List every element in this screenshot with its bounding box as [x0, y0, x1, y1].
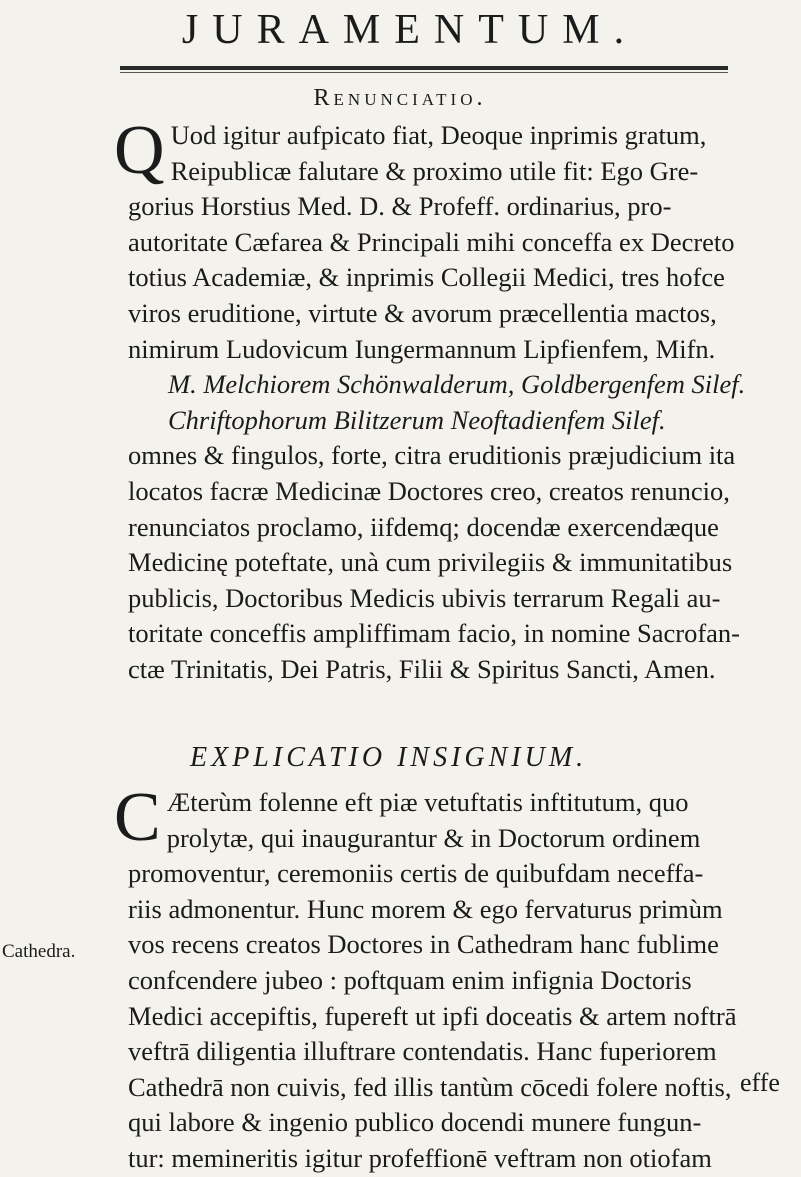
text-line-names: Chriftophorum Bilitzerum Neoftadienfem Silef. — [168, 404, 666, 435]
paragraph-renunciatio — [114, 112, 788, 688]
text-line: autoritate Cæfarea & Principali mihi conceffa ex Decreto — [128, 226, 735, 257]
text-line: vos recens creatos Doctores in Cathedram hanc fublime — [128, 929, 719, 960]
text-line: publicis, Doctoribus Medicis ubivis terrarum Regali au- — [128, 582, 721, 613]
text-line: veftrā diligentia illuftrare contendatis. Hanc fuperiorem — [128, 1036, 717, 1067]
text-line: prolytæ, qui inaugurantur & in Doctorum ordinem — [166, 822, 701, 853]
header-rule — [120, 66, 728, 70]
text-line: nimirum Ludovicum Iungermannum Lipfienfem, Mifn. — [128, 333, 716, 364]
text-line: riis admonentur. Hunc morem & ego fervaturus primùm — [128, 893, 723, 924]
text-line-names: M. Melchiorem Schönwalderum, Goldbergenfem Silef. — [168, 369, 746, 400]
drop-cap: Q — [114, 112, 165, 189]
text-line: confcendere jubeo : poftquam enim infignia Doctoris — [128, 964, 692, 995]
text-line: ctæ Trinitatis, Dei Patris, Filii & Spiritus Sancti, Amen. — [128, 653, 716, 684]
page-title: JURAMENTUM. — [181, 7, 639, 53]
section-title-explicatio: EXPLICATIO INSIGNIUM. — [190, 742, 588, 773]
text-line: Cathedrā non cuivis, fed illis tantùm cōcedi folere noftis, — [128, 1071, 732, 1102]
header-rule-thin — [120, 72, 728, 73]
text-line: gorius Horstius Med. D. & Profeff. ordinarius, pro- — [128, 191, 672, 222]
text-line: viros eruditione, virtute & avorum præcellentia mactos, — [128, 297, 717, 328]
text-line: tur: memineritis igitur profeffionē veftram non otiofam — [128, 1142, 712, 1173]
text-line: renunciatos proclamo, iifdemq; docendæ exercendæque — [128, 511, 719, 542]
text-line: Reipublicæ falutare & proximo utile fit: Ego Gre- — [170, 155, 699, 186]
text-line: Uod igitur aufpicato fiat, Deoque inprimis gratum, — [170, 120, 707, 150]
paragraph-explicatio — [114, 779, 788, 1177]
text-line: totius Academiæ, & inprimis Collegii Medici, tres hofce — [128, 262, 725, 293]
margin-note: Cathedra. — [2, 941, 76, 962]
text-line: locatos facræ Medicinæ Doctores creo, creatos renuncio, — [128, 475, 730, 506]
text-line: qui labore & ingenio publico docendi munere fungun- — [128, 1107, 702, 1138]
text-line: omnes & fingulos, forte, citra eruditionis præjudicium ita — [128, 440, 736, 471]
text-line: promoventur, ceremoniis certis de quibufdam neceffa- — [128, 858, 704, 889]
text-line: Medici accepiftis, fupereft ut ipfi doceatis & artem noftrā — [128, 1000, 737, 1031]
text-line: Medicinę poteftate, unà cum privilegiis & immunitatibus — [128, 547, 733, 578]
catchword: effe — [740, 1068, 780, 1097]
text-line: toritate conceffis ampliffimam facio, in nomine Sacrofan- — [128, 618, 740, 649]
section-subtitle: Renunciatio. — [313, 85, 487, 111]
drop-cap: C — [114, 779, 161, 856]
text-line: Æterùm folenne eft piæ vetuftatis inftitutum, quo — [166, 787, 689, 817]
